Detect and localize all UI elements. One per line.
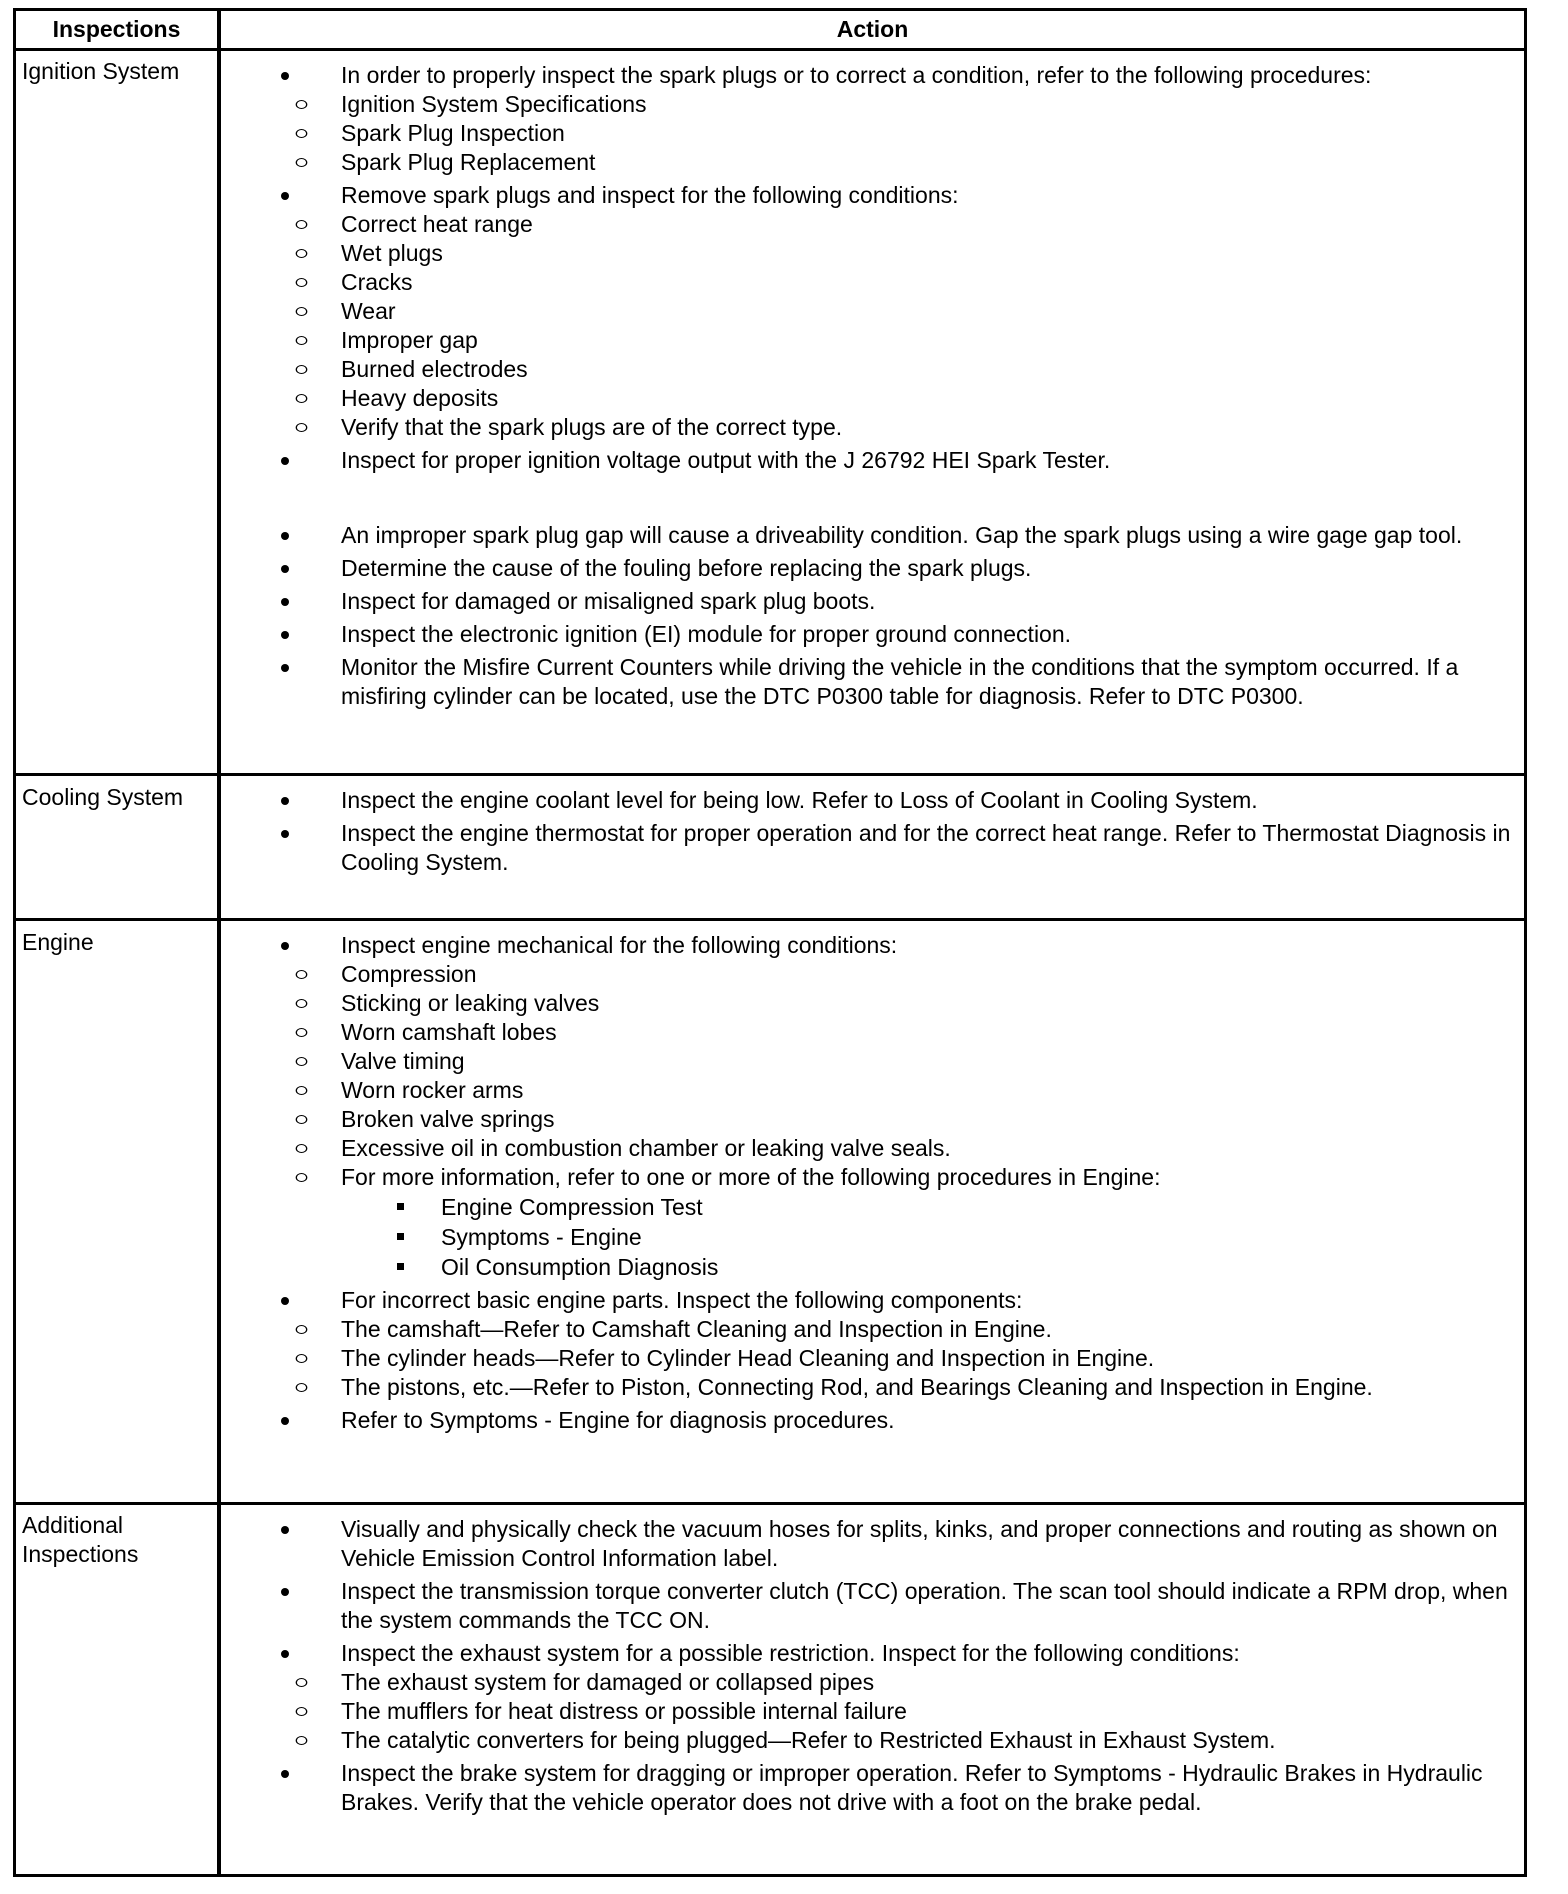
list-item: Inspect the transmission torque converter clutch (TCC) operation. The scan tool should indicate a RPM drop, when the system commands the TCC ON. <box>251 1577 1520 1635</box>
circle-bullet-icon <box>296 1086 308 1095</box>
circle-bullet-icon <box>296 129 308 138</box>
bullet-icon <box>281 532 289 540</box>
engine-actions <box>251 931 1520 1439</box>
circle-bullet-icon <box>296 307 308 316</box>
circle-bullet-icon <box>296 336 308 345</box>
circle-bullet-icon <box>296 423 308 432</box>
bullet-icon <box>281 1770 289 1778</box>
circle-bullet-icon <box>296 220 308 229</box>
bullet-icon <box>281 192 289 200</box>
bullet-icon <box>281 1417 289 1425</box>
bullet-icon <box>281 1588 289 1596</box>
cooling-actions <box>251 786 1520 881</box>
circle-bullet-icon <box>296 1707 308 1716</box>
sub-sub-list-item: Symptoms - Engine <box>341 1222 1520 1252</box>
sub-list-item: Cracks <box>241 268 1520 297</box>
list-item: Visually and physically check the vacuum hoses for splits, kinks, and proper connections and routing as shown on Vehicle Emission Control Information label. <box>251 1515 1520 1573</box>
sub-list-item: Broken valve springs <box>241 1105 1520 1134</box>
list-item: Inspect the engine thermostat for proper operation and for the correct heat range. Refer to Thermostat Diagnosis in Cooling System. <box>251 819 1520 877</box>
list-item: Monitor the Misfire Current Counters while driving the vehicle in the conditions that the symptom occurred. If a misfiring cylinder can be located, use the DTC P0300 table for diagnosis. Refer to DTC P0300. <box>251 653 1520 711</box>
row-divider <box>16 918 1524 921</box>
sub-list-item: Ignition System Specifications <box>241 90 1520 119</box>
list-item: Inspect engine mechanical for the following conditions: Compression Sticking or leaking valves Worn camshaft lobes Valve timing Worn rocker arms Broken valve springs Excessive oil in combustion chamber or leaking valve seals. For more information, refer to one or more of the following procedures in Engine: Engine Compression Test Symptoms - Engine Oil Consumption Diagnosis <box>251 931 1520 1282</box>
list-item: Inspect the electronic ignition (EI) module for proper ground connection. <box>251 620 1520 649</box>
list-item: Inspect the engine coolant level for being low. Refer to Loss of Coolant in Cooling System. <box>251 786 1520 815</box>
header-divider <box>16 48 1524 51</box>
row-label-additional-inspections: Additional Inspections <box>22 1512 139 1567</box>
circle-bullet-icon <box>296 1173 308 1182</box>
circle-bullet-icon <box>296 970 308 979</box>
bullet-icon <box>281 1650 289 1658</box>
bullet-icon <box>281 631 289 639</box>
sub-list-item: Sticking or leaking valves <box>241 989 1520 1018</box>
inspections-table <box>13 8 1527 1877</box>
circle-bullet-icon <box>296 394 308 403</box>
bullet-icon <box>281 457 289 465</box>
circle-bullet-icon <box>296 999 308 1008</box>
header-action: Action <box>836 16 909 42</box>
row-label-ignition-system: Ignition System <box>22 58 180 84</box>
sub-sub-list-item: Engine Compression Test <box>341 1192 1520 1222</box>
additional-actions <box>251 1515 1520 1821</box>
sub-list-item: Heavy deposits <box>241 384 1520 413</box>
row-divider <box>16 773 1524 776</box>
circle-bullet-icon <box>296 1354 308 1363</box>
square-bullet-icon <box>397 1233 404 1240</box>
list-item: Inspect the brake system for dragging or improper operation. Refer to Symptoms - Hydraulic Brakes in Hydraulic Brakes. Verify that the vehicle operator does not drive with a foot on the brake pedal. <box>251 1759 1520 1817</box>
sub-sub-list-item: Oil Consumption Diagnosis <box>341 1252 1520 1282</box>
bullet-icon <box>281 72 289 80</box>
circle-bullet-icon <box>296 1736 308 1745</box>
header-inspections: Inspections <box>52 16 181 42</box>
square-bullet-icon <box>397 1263 404 1270</box>
list-item: Inspect for damaged or misaligned spark plug boots. <box>251 587 1520 616</box>
sub-list-item: Worn rocker arms <box>241 1076 1520 1105</box>
circle-bullet-icon <box>296 1144 308 1153</box>
bullet-icon <box>281 565 289 573</box>
circle-bullet-icon <box>296 100 308 109</box>
sub-list-item: Correct heat range <box>241 210 1520 239</box>
circle-bullet-icon <box>296 158 308 167</box>
bullet-icon <box>281 1526 289 1534</box>
sub-list-item: Compression <box>241 960 1520 989</box>
circle-bullet-icon <box>296 1325 308 1334</box>
sub-list-item: Excessive oil in combustion chamber or leaking valve seals. <box>241 1134 1520 1163</box>
row-label-engine: Engine <box>22 929 94 955</box>
sub-list-item: The cylinder heads—Refer to Cylinder Head Cleaning and Inspection in Engine. <box>241 1344 1520 1373</box>
row-divider <box>16 1502 1524 1505</box>
circle-bullet-icon <box>296 249 308 258</box>
list-item: Inspect for proper ignition voltage output with the J 26792 HEI Spark Tester. <box>251 446 1520 475</box>
row-label-cooling-system: Cooling System <box>22 784 184 810</box>
sub-list-item: Spark Plug Inspection <box>241 119 1520 148</box>
spacer <box>251 479 1520 517</box>
circle-bullet-icon <box>296 1115 308 1124</box>
sub-list-item: The camshaft—Refer to Camshaft Cleaning and Inspection in Engine. <box>241 1315 1520 1344</box>
circle-bullet-icon <box>296 1383 308 1392</box>
sub-list-item: Improper gap <box>241 326 1520 355</box>
circle-bullet-icon <box>296 1678 308 1687</box>
sub-list-item: Spark Plug Replacement <box>241 148 1520 177</box>
circle-bullet-icon <box>296 365 308 374</box>
sub-list-item: The exhaust system for damaged or collapsed pipes <box>241 1668 1520 1697</box>
sub-list-item: The pistons, etc.—Refer to Piston, Connecting Rod, and Bearings Cleaning and Inspection in Engine. <box>241 1373 1520 1402</box>
bullet-icon <box>281 664 289 672</box>
sub-list-item: Valve timing <box>241 1047 1520 1076</box>
list-item: Determine the cause of the fouling before replacing the spark plugs. <box>251 554 1520 583</box>
sub-list-item: The mufflers for heat distress or possible internal failure <box>241 1697 1520 1726</box>
sub-list-item: Wet plugs <box>241 239 1520 268</box>
square-bullet-icon <box>397 1203 404 1210</box>
bullet-icon <box>281 598 289 606</box>
list-item: Remove spark plugs and inspect for the following conditions: Correct heat range Wet plugs Cracks Wear Improper gap Burned electrodes Heavy deposits Verify that the spark plugs are of the correct type. <box>251 181 1520 442</box>
list-item: In order to properly inspect the spark plugs or to correct a condition, refer to the following procedures: Ignition System Specifications Spark Plug Inspection Spark Plug Replacement <box>251 61 1520 177</box>
sub-list-item: The catalytic converters for being plugged—Refer to Restricted Exhaust in Exhaust System. <box>241 1726 1520 1755</box>
bullet-icon <box>281 1297 289 1305</box>
bullet-icon <box>281 797 289 805</box>
list-item: Refer to Symptoms - Engine for diagnosis procedures. <box>251 1406 1520 1435</box>
sub-list-item: Burned electrodes <box>241 355 1520 384</box>
list-item: For incorrect basic engine parts. Inspect the following components: The camshaft—Refer to Camshaft Cleaning and Inspection in Engine. The cylinder heads—Refer to Cylinder Head Cleaning and Inspection in Engine. The pistons, etc.—Refer to Piston, Connecting Rod, and Bearings Cleaning and Inspection in Engine. <box>251 1286 1520 1402</box>
ignition-actions <box>251 61 1520 715</box>
column-divider <box>217 11 221 1874</box>
circle-bullet-icon <box>296 1057 308 1066</box>
sub-list-item: Worn camshaft lobes <box>241 1018 1520 1047</box>
bullet-icon <box>281 942 289 950</box>
list-item: An improper spark plug gap will cause a driveability condition. Gap the spark plugs using a wire gage gap tool. <box>251 521 1520 550</box>
circle-bullet-icon <box>296 278 308 287</box>
bullet-icon <box>281 830 289 838</box>
sub-list-item: Wear <box>241 297 1520 326</box>
circle-bullet-icon <box>296 1028 308 1037</box>
sub-list-item: For more information, refer to one or more of the following procedures in Engine: Engine Compression Test Symptoms - Engine Oil Consumption Diagnosis <box>241 1163 1520 1282</box>
list-item: Inspect the exhaust system for a possible restriction. Inspect for the following conditions: The exhaust system for damaged or collapsed pipes The mufflers for heat distress or possible internal failure The catalytic converters for being plugged—Refer to Restricted Exhaust in Exhaust System. <box>251 1639 1520 1755</box>
sub-list-item: Verify that the spark plugs are of the correct type. <box>241 413 1520 442</box>
